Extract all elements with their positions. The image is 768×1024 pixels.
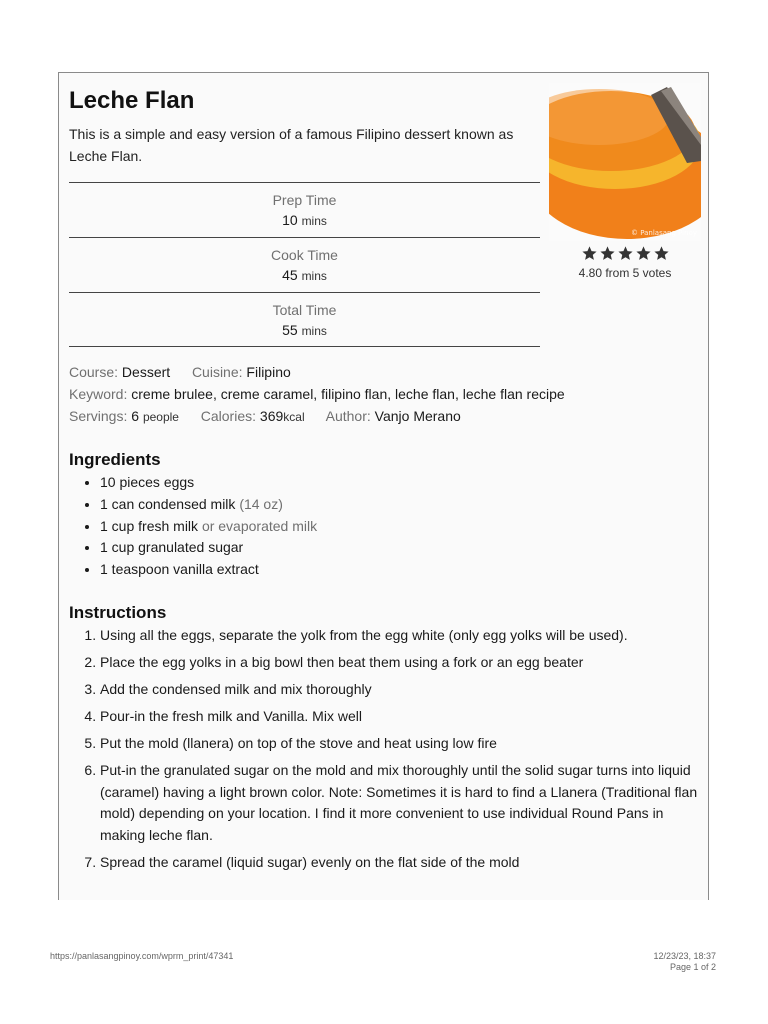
recipe-title: Leche Flan bbox=[69, 87, 195, 114]
star-icon[interactable] bbox=[581, 245, 598, 262]
recipe-summary: This is a simple and easy version of a famous Filipino dessert known as Leche Flan. bbox=[69, 126, 514, 164]
instruction-step: 2. Place the egg yolks in a big bowl then beat them using a fork or an egg beater bbox=[100, 652, 701, 674]
recipe-times bbox=[69, 182, 540, 347]
cook-time-unit: mins bbox=[301, 269, 327, 283]
recipe-meta bbox=[69, 361, 699, 428]
author-value: Vanjo Merano bbox=[374, 408, 461, 424]
ingredient-item bbox=[100, 537, 699, 559]
ingredient-text: 1 cup fresh milk bbox=[100, 517, 199, 534]
rating-text: 4.80 from 5 votes bbox=[578, 266, 672, 280]
cook-time-value: 45 bbox=[282, 267, 298, 283]
footer-url[interactable]: https://panlasangpinoy.com/wprm_print/47341 bbox=[50, 951, 234, 961]
total-time-unit: mins bbox=[301, 324, 327, 338]
star-icon[interactable] bbox=[653, 245, 670, 262]
footer-page-number: Page 1 of 2 bbox=[669, 962, 716, 972]
servings-value: 6 bbox=[131, 408, 140, 424]
instruction-step: 7. Spread the caramel (liquid sugar) evenly on the flat side of the mold bbox=[100, 852, 701, 874]
instruction-step: 3. Add the condensed milk and mix thoroughly bbox=[100, 679, 701, 701]
total-time bbox=[69, 292, 540, 347]
instruction-step: 5. Put the mold (llanera) on top of the stove and heat using low fire bbox=[100, 733, 701, 755]
meta-line-servings bbox=[69, 405, 699, 428]
author-label: Author: bbox=[325, 408, 371, 424]
instruction-step: 1. Using all the eggs, separate the yolk from the egg white (only egg yolks will be used). bbox=[100, 625, 701, 647]
course-value: Dessert bbox=[121, 364, 171, 380]
total-time-label: Total Time bbox=[272, 302, 337, 318]
footer-meta bbox=[653, 951, 716, 973]
ingredients-heading: Ingredients bbox=[69, 450, 161, 469]
cuisine-value: Filipino bbox=[246, 364, 291, 380]
instructions-section bbox=[69, 603, 701, 879]
ingredient-text: 1 teaspoon vanilla extract bbox=[100, 561, 259, 577]
prep-time-unit: mins bbox=[301, 214, 327, 228]
cook-time bbox=[69, 237, 540, 292]
leche-flan-image bbox=[549, 83, 701, 241]
ingredient-item bbox=[100, 494, 699, 516]
instructions-heading: Instructions bbox=[69, 603, 167, 622]
keyword-value: creme brulee, creme caramel, filipino flan, leche flan, leche flan recipe bbox=[131, 386, 565, 402]
prep-time-label: Prep Time bbox=[272, 192, 337, 208]
meta-line-course bbox=[69, 361, 699, 383]
cook-time-label: Cook Time bbox=[271, 247, 338, 263]
instruction-step: 4. Pour-in the fresh milk and Vanilla. Mix well bbox=[100, 706, 701, 728]
rating-stars[interactable] bbox=[549, 245, 701, 263]
ingredient-text: 10 pieces eggs bbox=[100, 474, 195, 490]
star-icon[interactable] bbox=[617, 245, 634, 262]
calories-value: 369 bbox=[259, 408, 284, 424]
calories-label: Calories: bbox=[200, 408, 257, 424]
course-label: Course: bbox=[69, 364, 119, 380]
ingredient-item bbox=[100, 516, 699, 538]
servings-unit: people bbox=[142, 410, 179, 424]
recipe-photo bbox=[549, 83, 701, 241]
footer-datetime: 12/23/23, 18:37 bbox=[653, 951, 716, 961]
ingredients-section bbox=[69, 450, 699, 581]
calories-unit: kcal bbox=[283, 410, 305, 424]
ingredient-item bbox=[100, 559, 699, 581]
keyword-label: Keyword: bbox=[69, 386, 128, 402]
total-time-value: 55 bbox=[282, 322, 298, 338]
image-watermark: © Panlasang Pinoy bbox=[630, 229, 697, 237]
star-icon[interactable] bbox=[635, 245, 652, 262]
ingredient-item bbox=[100, 472, 699, 494]
recipe-card bbox=[58, 72, 709, 900]
ingredient-note: or evaporated milk bbox=[201, 517, 318, 534]
servings-label: Servings: bbox=[69, 408, 128, 424]
ingredient-text: 1 can condensed milk bbox=[100, 495, 236, 512]
ingredients-list bbox=[69, 472, 699, 581]
meta-line-keyword bbox=[69, 383, 699, 405]
instruction-step: 6. Put-in the granulated sugar on the mold and mix thoroughly until the solid sugar turns into liquid (caramel) having a light brown color. Note: Sometimes it is hard to find a Llanera (Traditional flan mold) depending on your location. I find it more convenient to use individual Round Pans in making leche flan. bbox=[100, 760, 701, 846]
star-icon[interactable] bbox=[599, 245, 616, 262]
recipe-rating bbox=[549, 245, 701, 280]
prep-time bbox=[69, 182, 540, 237]
ingredient-note: (14 oz) bbox=[239, 495, 283, 512]
prep-time-value: 10 bbox=[282, 212, 298, 228]
instructions-list bbox=[69, 625, 701, 873]
cuisine-label: Cuisine: bbox=[191, 364, 243, 380]
ingredient-text: 1 cup granulated sugar bbox=[100, 539, 244, 556]
